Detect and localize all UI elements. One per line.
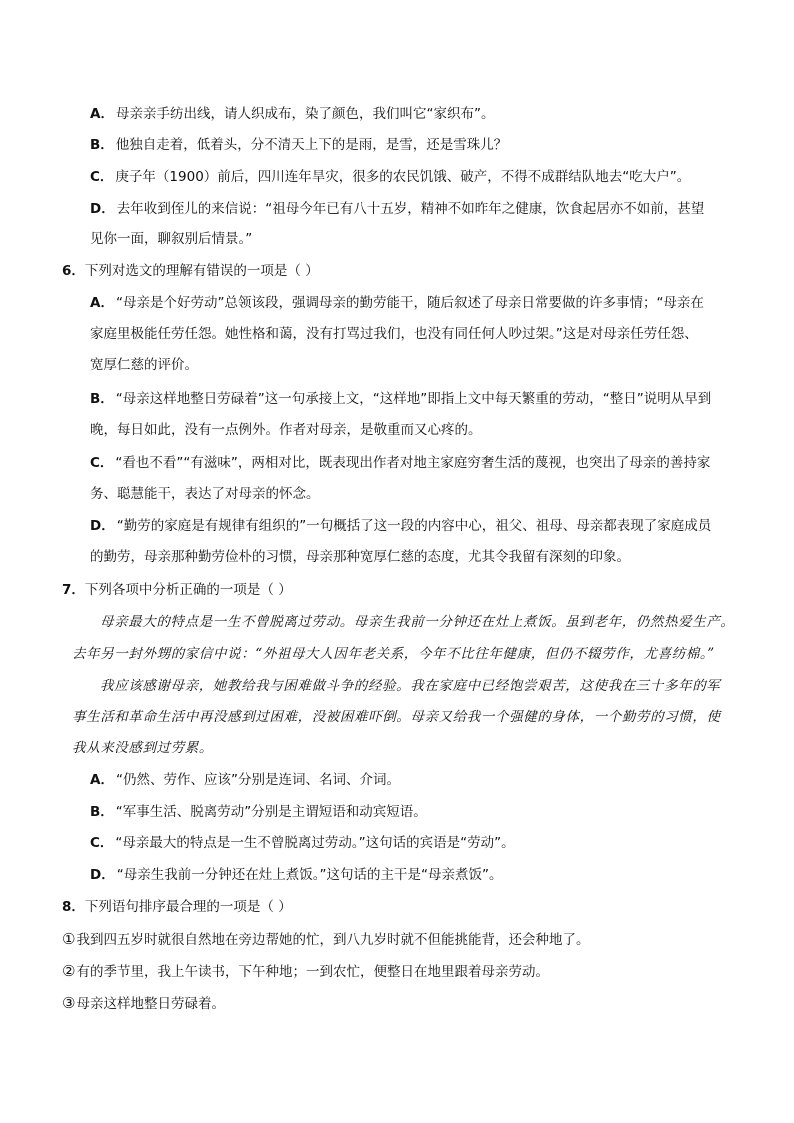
option-label: C． [90, 455, 114, 471]
question-text: 下列对选文的理解有错误的一项是（ ） [84, 263, 319, 279]
option-text: “母亲这样地整日劳碌着”这一句承接上文，“这样地”即指上文中每天繁重的劳动，“整日”说明从早到 [115, 391, 712, 407]
q5-option-d [90, 199, 704, 219]
q6-option-b [90, 389, 711, 409]
option-label: C． [90, 169, 114, 185]
option-text: “勤劳的家庭是有规律有组织的”一句概括了这一段的内容中心，祖父、祖母、母亲都表现了家庭成员 [116, 518, 712, 534]
q5-option-a [90, 104, 494, 124]
q6-stem [62, 261, 319, 281]
option-text: 庚子年（1900）前后，四川连年旱灾，很多的农民饥饿、破产，不得不成群结队地去“吃大户”。 [115, 169, 691, 185]
q6-option-a-line3: 宽厚仁慈的评价。 [90, 357, 198, 373]
item-mark: ① [62, 930, 76, 948]
q7-option-b [90, 802, 427, 822]
item-mark: ② [62, 962, 76, 980]
option-label: B． [90, 804, 114, 820]
q8-item-2 [62, 961, 549, 982]
q6-option-b-line2: 晚，每日如此，没有一点例外。作者对母亲，是敬重而又心疼的。 [90, 422, 482, 438]
option-text: “军事生活、脱离劳动”分别是主谓短语和动宾短语。 [115, 804, 427, 820]
option-text: “仍然、劳作、应该”分别是连词、名词、介词。 [115, 772, 400, 788]
q6-option-c-line2: 务、聪慧能干，表达了对母亲的怀念。 [90, 486, 320, 502]
question-number: 7． [62, 582, 85, 598]
q6-option-c [90, 453, 710, 473]
option-label: B． [90, 137, 114, 153]
option-label: D． [90, 201, 115, 217]
option-text: “母亲生我前一分钟还在灶上煮饭。”这句话的主干是“母亲煮饭”。 [116, 867, 503, 883]
question-number: 8． [62, 899, 85, 915]
q7-stem [62, 580, 292, 600]
option-label: C． [90, 835, 114, 851]
q5-option-b [90, 135, 507, 155]
option-label: A． [90, 772, 114, 788]
item-mark: ③ [62, 994, 76, 1012]
option-label: B． [90, 391, 114, 407]
q8-stem [62, 897, 292, 917]
option-text: 他独自走着，低着头，分不清天上下的是雨，是雪，还是雪珠儿？ [115, 137, 508, 153]
q7-passage-p2-line2: 事生活和革命生活中再没感到过困难，没被困难吓倒。母亲又给我一个强健的身体，一个勤劳的习惯，使 [72, 709, 721, 725]
q6-option-a [90, 293, 704, 313]
option-text: “母亲是个好劳动”总领该段，强调母亲的勤劳能干，随后叙述了母亲日常要做的许多事情；“母亲在 [115, 295, 704, 311]
q5-option-c [90, 167, 690, 187]
q5-option-d-continued: 见你一面，聊叙别后情景。” [90, 231, 253, 247]
option-text: 母亲亲手纺出线，请人织成布，染了颜色，我们叫它“家织布”。 [115, 106, 495, 122]
item-text: 我到四五岁时就很自然地在旁边帮她的忙，到八九岁时就不但能挑能背，还会种地了。 [76, 932, 590, 948]
q6-option-d-line2: 的勤劳，母亲那种勤劳俭朴的习惯，母亲那种宽厚仁慈的态度，尤其令我留有深刻的印象。 [90, 549, 630, 565]
option-label: D． [90, 518, 115, 534]
question-text: 下列语句排序最合理的一项是（ ） [84, 899, 292, 915]
option-label: D． [90, 867, 115, 883]
q6-option-a-line2: 家庭里极能任劳任怨。她性格和蔼，没有打骂过我们，也没有同任何人吵过架。”这是对母亲任劳任怨、 [90, 326, 698, 342]
q6-option-d [90, 516, 711, 536]
q8-item-1 [62, 929, 589, 950]
option-text: “看也不看”“有滋味”，两相对比，既表现出作者对地主家庭穷奢生活的蔑视，也突出了母亲的善持家 [115, 455, 711, 471]
option-text: 去年收到侄儿的来信说：“祖母今年已有八十五岁，精神不如昨年之健康，饮食起居亦不如前，甚望 [116, 201, 705, 217]
question-text: 下列各项中分析正确的一项是（ ） [84, 582, 292, 598]
q7-option-d [90, 865, 502, 885]
option-label: A． [90, 295, 114, 311]
item-text: 有的季节里，我上午读书，下午种地；一到农忙，便整日在地里跟着母亲劳动。 [76, 964, 549, 980]
option-text: “母亲最大的特点是一生不曾脱离过劳动。”这句话的宾语是“劳动”。 [115, 835, 515, 851]
q7-option-c [90, 833, 515, 853]
q8-item-3 [62, 993, 225, 1014]
q7-passage-p2-line3: 我从来没感到过劳累。 [72, 740, 213, 756]
q7-option-a [90, 770, 400, 790]
option-label: A． [90, 106, 114, 122]
q7-passage-p2-line1: 我应该感谢母亲，她教给我与困难做斗争的经验。我在家庭中已经饱尝艰苦，这使我在三十多年的军 [100, 678, 721, 694]
item-text: 母亲这样地整日劳碌着。 [76, 996, 225, 1012]
question-number: 6． [62, 263, 85, 279]
q7-passage-p1-line1: 母亲最大的特点是一生不曾脱离过劳动。母亲生我前一分钟还在灶上煮饭。虽到老年，仍然热爱生产。 [100, 614, 735, 630]
q7-passage-p1-line2: 去年另一封外甥的家信中说：“外祖母大人因年老关系，今年不比往年健康，但仍不辍劳作，尤喜纺棉。” [72, 646, 715, 662]
